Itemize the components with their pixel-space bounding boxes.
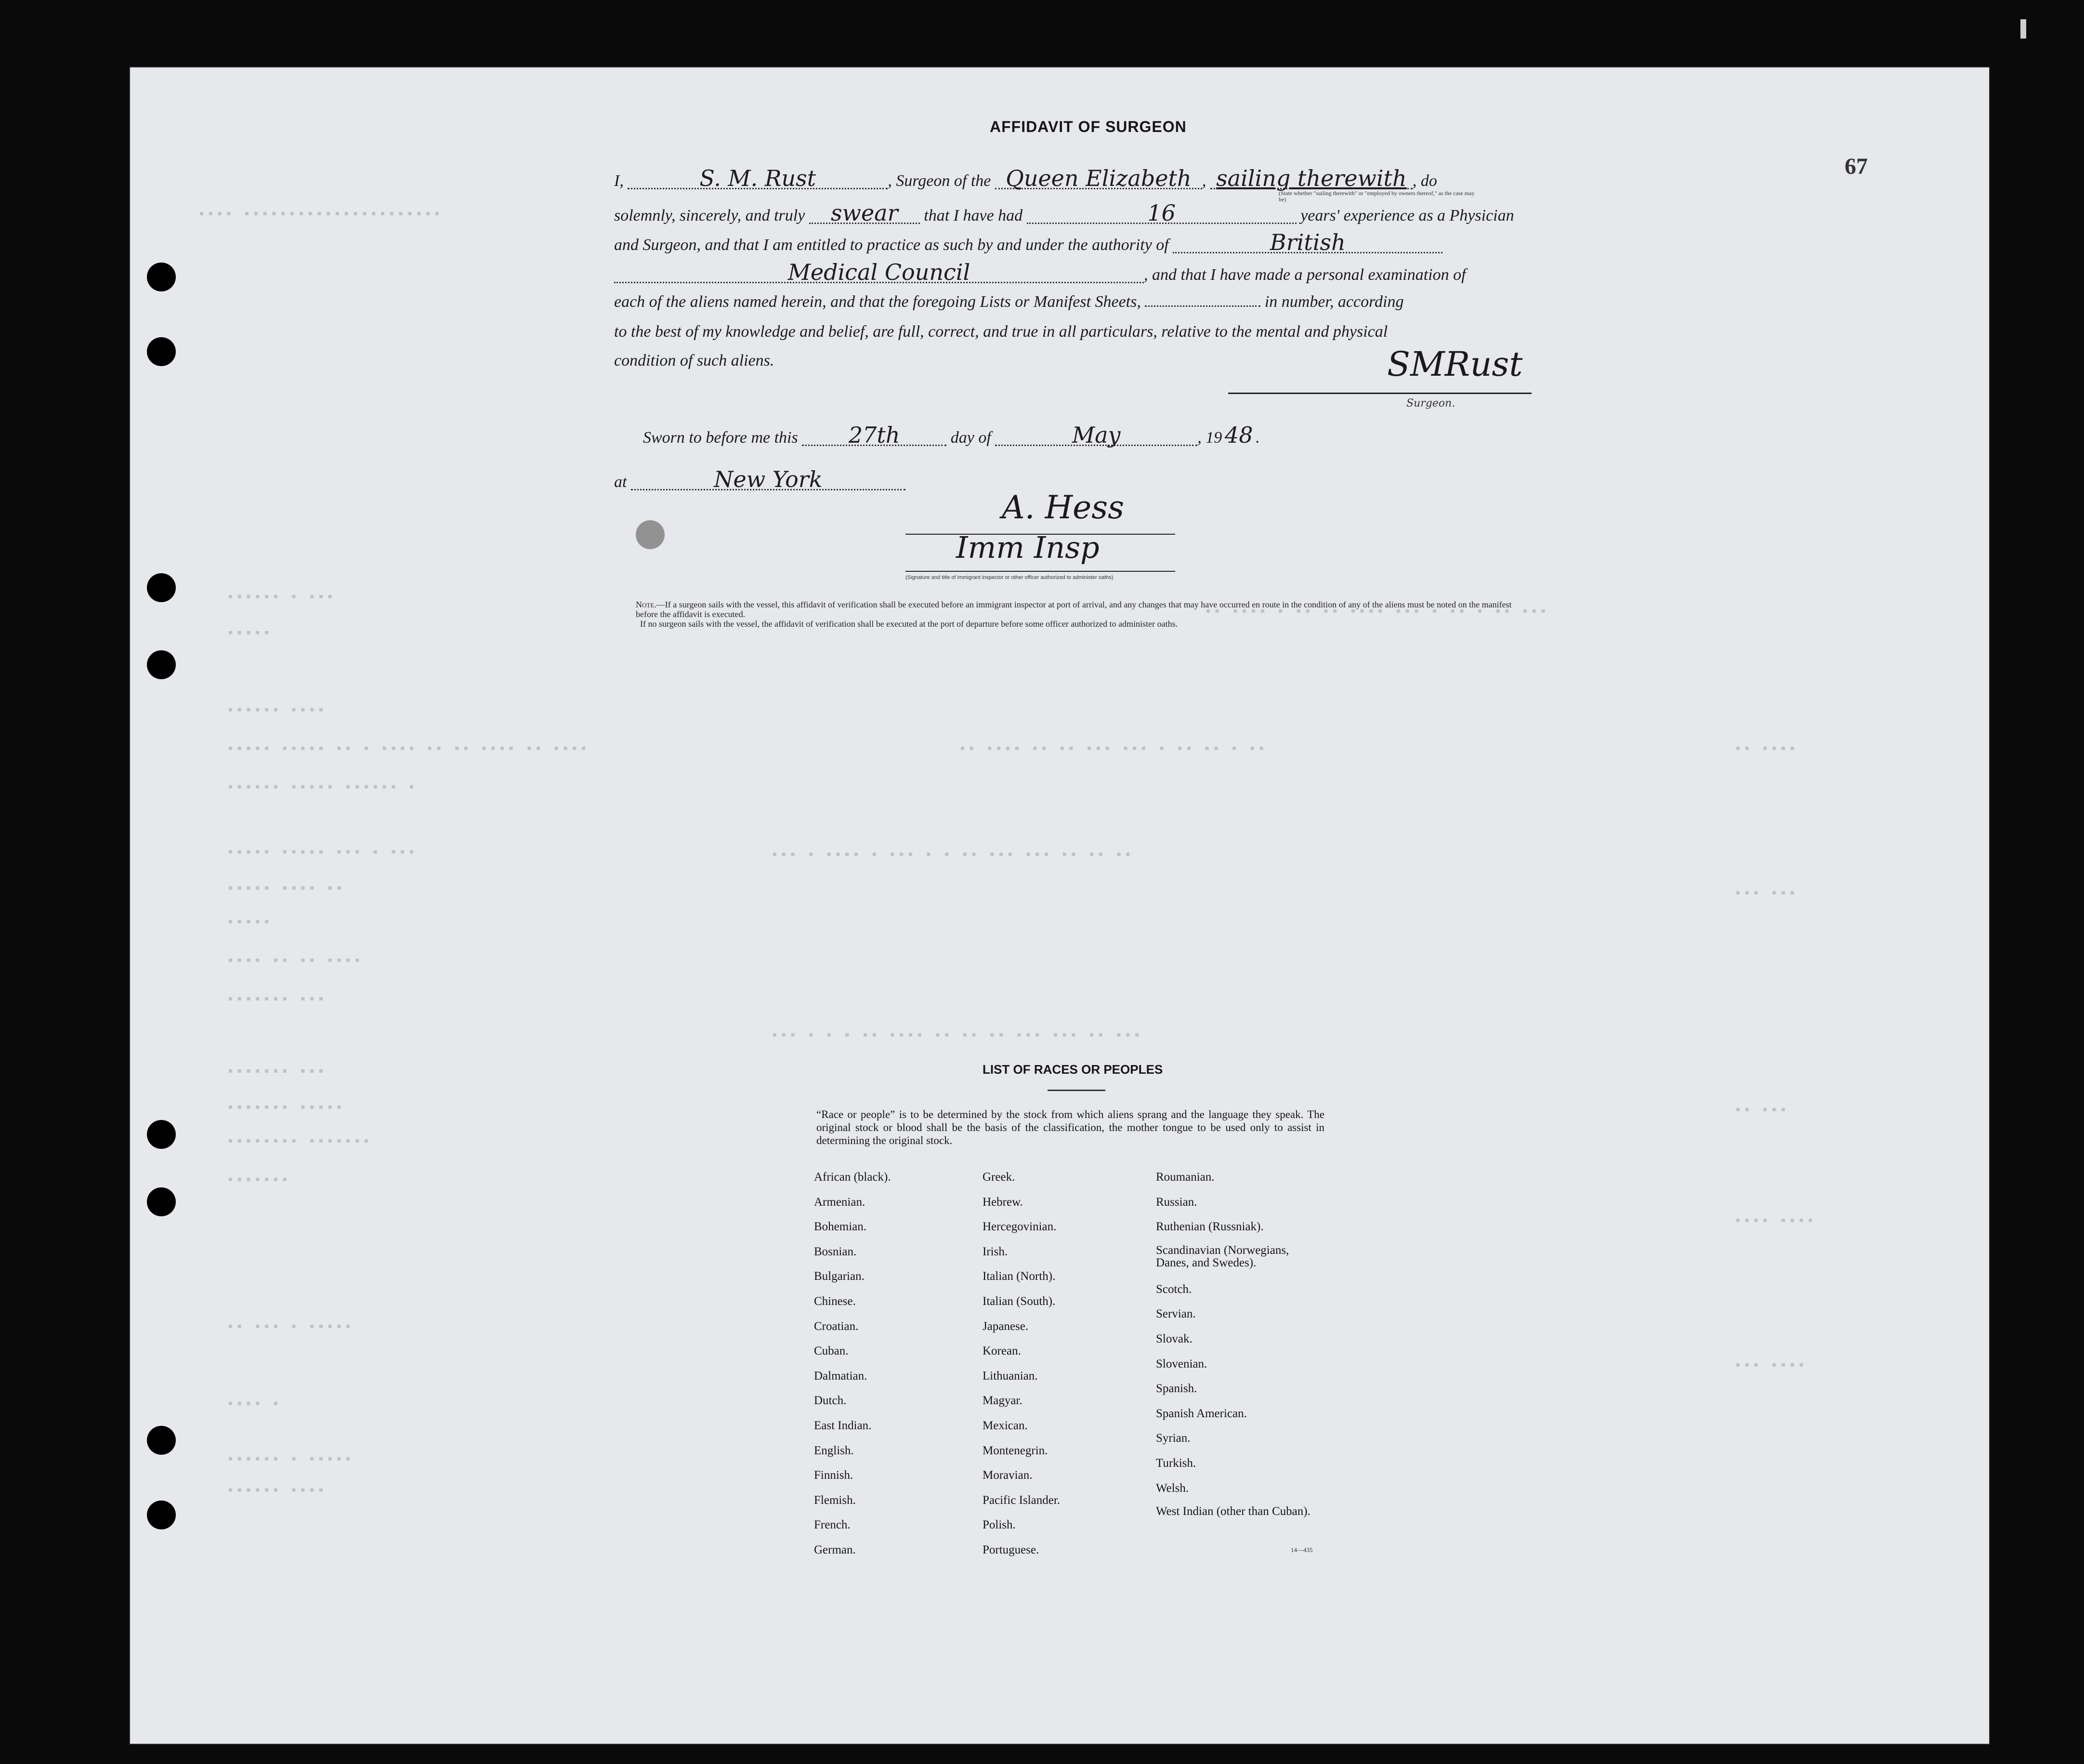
punch-hole <box>147 1501 176 1529</box>
film-edge-mark <box>2020 19 2026 39</box>
race-item: Ruthenian (Russniak). <box>1156 1220 1264 1234</box>
affidavit-line-6: to the best of my knowledge and belief, are full, correct, and true in all particulars, relative to the mental and physical <box>614 323 1388 341</box>
race-item: Turkish. <box>1156 1456 1196 1470</box>
affidavit-line-1 <box>614 165 1437 191</box>
race-item: Scandinavian (Norwegians, Danes, and Swedes). <box>1156 1243 1289 1269</box>
line-text: , <box>1202 172 1206 190</box>
inspector-signature: A. Hess <box>1002 489 1124 526</box>
affidavit-line-3 <box>614 229 1442 255</box>
line-text: Sworn to before me this <box>643 429 798 447</box>
race-item: Welsh. <box>1156 1481 1189 1495</box>
race-item: East Indian. <box>814 1419 872 1432</box>
line-text: I, <box>614 172 624 190</box>
race-item: Korean. <box>983 1344 1021 1358</box>
bleed-through-text: ▪▪▪▪ ▪▪▪▪ <box>1734 1214 1816 1229</box>
race-item: Pacific Islander. <box>983 1493 1061 1507</box>
race-item: Hercegovinian. <box>983 1220 1057 1234</box>
race-item: Hebrew. <box>983 1195 1023 1209</box>
line-text: , and that I have made a personal examination of <box>1144 266 1466 284</box>
race-item: Dutch. <box>814 1394 847 1408</box>
bleed-through-text: ▪▪▪ ▪▪▪ <box>1734 886 1797 901</box>
race-item: Croatian. <box>814 1319 859 1333</box>
races-column-3 <box>1156 1165 1315 1526</box>
bleed-through-text: ▪▪▪▪▪▪ ▪▪▪▪ <box>226 1484 326 1499</box>
race-item: Flemish. <box>814 1493 856 1507</box>
bleed-through-text: ▪▪ ▪▪▪▪ <box>1734 742 1797 757</box>
race-item: Bulgarian. <box>814 1270 865 1283</box>
bleed-through-text: ▪▪ ▪▪▪ <box>1734 1103 1788 1118</box>
authority-field[interactable]: British <box>1173 233 1442 253</box>
sworn-day-field[interactable]: 27th <box>802 425 946 446</box>
bleed-through-text: ▪▪▪▪▪▪ ▪▪▪▪ <box>226 703 326 718</box>
surgeon-signature: SMRust <box>1387 344 1523 384</box>
form-code: 14—435 <box>1291 1546 1313 1553</box>
bleed-through-text: ▪▪▪▪▪▪▪ ▪▪▪▪▪ <box>226 1101 344 1116</box>
punch-hole <box>147 1426 176 1455</box>
line-text: years' experience as a Physician <box>1300 207 1514 224</box>
line-text: in number, according <box>1264 293 1404 311</box>
line-text: , 19 <box>1197 429 1222 447</box>
bleed-through-text: ▪▪▪▪▪▪▪▪ ▪▪▪▪▪▪▪ <box>226 1134 371 1149</box>
race-item: Portuguese. <box>983 1543 1039 1556</box>
surgeon-label: Surgeon. <box>1406 397 1455 409</box>
bleed-through-text: ▪▪▪▪▪ <box>226 626 272 641</box>
ink-blot <box>636 520 665 549</box>
inspector-title-line <box>905 571 1175 572</box>
inspector-caption: (Signature and title of immigrant inspector or other officer authorized to administer oaths) <box>905 575 1114 580</box>
line-text: . <box>1256 429 1260 447</box>
note-text: —If a surgeon sails with the vessel, this affidavit of verification shall be executed before an immigrant inspector at port of arrival, and any changes that may have occurred en route in the condition of any of the aliens must be noted on the manifest before the affidavit is executed. <box>636 600 1512 619</box>
race-item: Spanish American. <box>1156 1407 1247 1420</box>
race-item: Italian (North). <box>983 1270 1056 1283</box>
race-item: Irish. <box>983 1245 1008 1258</box>
races-intro: “Race or people” is to be determined by the stock from which aliens sprang and the language they speak. The original stock or blood shall be the basis of the classification, the mother tongue to be used only to assist in determining the original stock. <box>816 1108 1324 1146</box>
race-item: Moravian. <box>983 1469 1033 1482</box>
surgeon-signature-line <box>1228 393 1532 394</box>
line-text: , do <box>1412 172 1437 190</box>
bleed-through-text: ▪▪▪▪▪▪▪ ▪▪▪ <box>226 992 326 1007</box>
line-text: and Surgeon, and that I am entitled to practice as such by and under the authority of <box>614 236 1169 254</box>
sworn-year-field[interactable]: 48 <box>1225 422 1253 448</box>
affidavit-title: AFFIDAVIT OF SURGEON <box>990 118 1187 135</box>
punch-hole <box>147 1187 176 1216</box>
authority-continued-field[interactable]: Medical Council <box>614 263 1144 283</box>
punch-hole <box>147 263 176 291</box>
race-item: Magyar. <box>983 1394 1022 1408</box>
race-item: Slovenian. <box>1156 1357 1207 1370</box>
race-item: Servian. <box>1156 1307 1196 1321</box>
title-divider <box>1048 1090 1105 1091</box>
race-item: Japanese. <box>983 1319 1029 1333</box>
race-item: Scotch. <box>1156 1282 1192 1296</box>
bleed-through-text: ▪▪▪▪ ▪▪▪▪▪▪▪▪▪▪▪▪▪▪▪▪▪▪▪▪▪▪ <box>197 207 442 222</box>
race-item: Spanish. <box>1156 1382 1197 1395</box>
bleed-through-text: ▪▪▪▪ ▪▪ ▪▪ ▪▪▪▪ <box>226 954 363 969</box>
punch-hole <box>147 650 176 679</box>
affidavit-line-5 <box>614 293 1404 311</box>
race-item: Roumanian. <box>1156 1171 1215 1184</box>
bleed-through-text: ▪▪▪▪▪▪ ▪ ▪▪▪ <box>226 590 335 605</box>
bleed-through-text: ▪▪▪▪▪ ▪▪▪▪▪ ▪▪▪ ▪ ▪▪▪ <box>226 845 417 860</box>
line-text: solemnly, sincerely, and truly <box>614 207 805 224</box>
race-item: Lithuanian. <box>983 1369 1038 1382</box>
inspector-title-signature: Imm Insp <box>956 530 1100 565</box>
race-item: African (black). <box>814 1171 891 1184</box>
race-item: Polish. <box>983 1518 1016 1532</box>
punch-hole <box>147 337 176 366</box>
bleed-through-text: ▪▪▪▪▪ <box>226 915 272 930</box>
race-item: Cuban. <box>814 1344 849 1358</box>
races-column-1 <box>814 1165 891 1563</box>
bleed-through-text: ▪▪ ▪▪▪▪ ▪ ▪▪ ▪▪ ▪▪▪▪ ▪▪▪ ▪ ▪▪ ▪ ▪▪ ▪▪▪ <box>1204 605 1548 619</box>
race-item: West Indian (other than Cuban). <box>1156 1505 1311 1518</box>
line-text: day of <box>950 429 991 447</box>
oath-word-field[interactable]: swear <box>809 203 920 224</box>
bleed-through-text: ▪▪▪ ▪ ▪▪▪▪ ▪ ▪▪▪ ▪ ▪ ▪▪ ▪▪▪ ▪▪▪ ▪▪ ▪▪ ▪▪ <box>771 848 1133 863</box>
affidavit-note <box>636 600 1532 629</box>
bleed-through-text: ▪▪▪▪▪▪▪ ▪▪▪ <box>226 1065 326 1079</box>
bleed-through-text: ▪▪▪▪▪ ▪▪▪▪ ▪▪ <box>226 882 344 896</box>
bleed-through-text: ▪▪▪▪ ▪ <box>226 1397 281 1412</box>
bleed-through-text: ▪▪ ▪▪▪ ▪ ▪▪▪▪▪ <box>226 1320 354 1335</box>
race-item: Finnish. <box>814 1469 853 1482</box>
bleed-through-text: ▪▪▪▪▪ ▪▪▪▪▪ ▪▪ ▪ ▪▪▪▪ ▪▪ ▪▪ ▪▪▪▪ ▪▪ ▪▪▪▪ <box>226 742 589 757</box>
sworn-line <box>643 422 1260 448</box>
page-number: 67 <box>1845 154 1868 179</box>
affidavit-line-2 <box>614 200 1514 226</box>
line-text: each of the aliens named herein, and that the foregoing Lists or Manifest Sheets, <box>614 293 1141 311</box>
sailing-status-field[interactable]: sailing therewith <box>1210 169 1413 189</box>
affidavit-line-4 <box>614 259 1466 285</box>
race-item: Bohemian. <box>814 1220 867 1234</box>
place-field[interactable]: New York <box>631 470 905 490</box>
race-item: Chinese. <box>814 1294 856 1308</box>
years-experience-field[interactable]: 16 <box>1027 203 1297 224</box>
surgeon-name-field[interactable]: S. M. Rust <box>628 169 888 189</box>
bleed-through-text: ▪▪▪▪▪▪ ▪▪▪▪▪ ▪▪▪▪▪▪ ▪ <box>226 780 417 795</box>
races-list-title: LIST OF RACES OR PEOPLES <box>983 1062 1163 1077</box>
race-item: Mexican. <box>983 1419 1028 1432</box>
races-column-2 <box>983 1165 1060 1563</box>
race-item: Bosnian. <box>814 1245 857 1258</box>
bleed-through-text: ▪▪▪▪▪▪ ▪ ▪▪▪▪▪ <box>226 1452 354 1467</box>
race-item: Russian. <box>1156 1195 1197 1209</box>
bleed-through-text: ▪▪ ▪▪▪▪ ▪▪ ▪▪ ▪▪▪ ▪▪▪ ▪ ▪▪ ▪▪ ▪ ▪▪ <box>958 742 1267 757</box>
race-item: Dalmatian. <box>814 1369 867 1382</box>
race-item: Slovak. <box>1156 1332 1193 1345</box>
place-line <box>614 466 905 492</box>
bleed-through-text: ▪▪▪ ▪▪▪▪ <box>1734 1358 1807 1373</box>
line-text: that I have had <box>924 207 1023 224</box>
punch-hole <box>147 573 176 602</box>
race-item: Greek. <box>983 1171 1015 1184</box>
sheet-count-field[interactable] <box>1145 305 1260 307</box>
race-item: English. <box>814 1444 854 1457</box>
race-item: French. <box>814 1518 851 1532</box>
bleed-through-text: ▪▪▪ ▪ ▪ ▪ ▪▪ ▪▪▪▪ ▪▪ ▪▪ ▪▪ ▪▪▪ ▪▪▪ ▪▪ ▪▪▪ <box>771 1028 1142 1043</box>
line-text: , Surgeon of the <box>888 172 991 190</box>
race-item: Armenian. <box>814 1195 865 1209</box>
sworn-month-field[interactable]: May <box>995 425 1197 446</box>
race-item: Montenegrin. <box>983 1444 1048 1457</box>
note-label: Note. <box>636 600 656 609</box>
bleed-through-text: ▪▪▪▪▪▪▪ <box>226 1173 290 1188</box>
punch-hole <box>147 1120 176 1149</box>
race-item: Italian (South). <box>983 1294 1056 1308</box>
line-text: at <box>614 473 627 491</box>
race-item: German. <box>814 1543 856 1556</box>
affidavit-line-7: condition of such aliens. <box>614 352 774 369</box>
race-item: Syrian. <box>1156 1432 1191 1445</box>
sailing-instruction-note: (State whether "sailing therewith" or "employed by owners thereof," as the case may be) <box>1279 190 1475 203</box>
note-text-2: If no surgeon sails with the vessel, the affidavit of verification shall be executed at the port of departure before some officer authorized to administer oaths. <box>640 619 1178 629</box>
vessel-name-field[interactable]: Queen Elizabeth <box>995 169 1202 189</box>
